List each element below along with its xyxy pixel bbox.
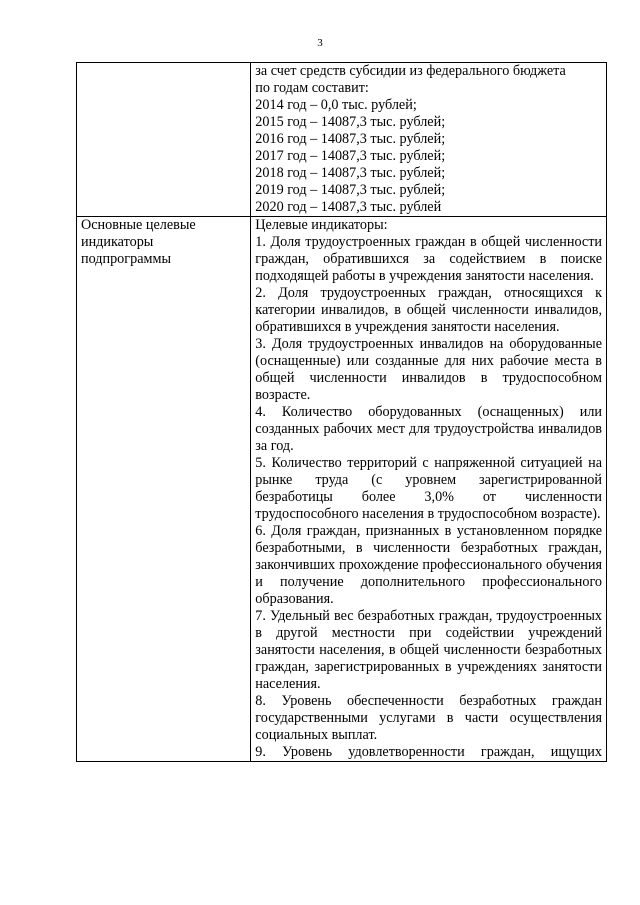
indicators-content-cell [251,217,607,762]
indicator-item: 8. Уровень обеспеченности безработных граждан государственными услугами в части осуществления социальных выплат. [255,693,602,743]
row-label-cell [77,217,251,762]
funding-year-line: 2015 год – 14087,3 тыс. рублей; [255,114,446,130]
indicator-item: 7. Удельный вес безработных граждан, трудоустроенных в другой местности при содействии учреждений занятости населения, в общей численности безработных граждан, зарегистрированных в учреждениях занятости населения. [255,608,602,692]
indicator-item: 2. Доля трудоустроенных граждан, относящихся к категории инвалидов, в общей численности инвалидов, обратившихся в учреждения занятости населения. [255,285,602,335]
page-number: 3 [317,37,323,49]
funding-line: за счет средств субсидии из федерального бюджета [255,63,566,79]
indicator-item: 1. Доля трудоустроенных граждан в общей численности граждан, обратившихся за содействием в поиске подходящей работы в учреждения занятости населения. [255,234,602,284]
funding-year-line: 2016 год – 14087,3 тыс. рублей; [255,131,446,147]
funding-year-line: 2019 год – 14087,3 тыс. рублей; [255,182,446,198]
indicator-item: 4. Количество оборудованных (оснащенных) или созданных рабочих мест для трудоустройства инвалидов за год. [255,404,602,454]
indicator-item: 6. Доля граждан, признанных в установленном порядке безработными, в численности безработных граждан, закончивших прохождение профессионального обучения и получение дополнительного профессионального образования. [255,523,602,607]
funding-year-line: 2017 год – 14087,3 тыс. рублей; [255,148,446,164]
funding-year-line: 2020 год – 14087,3 тыс. рублей [255,199,442,215]
funding-year-line: 2018 год – 14087,3 тыс. рублей; [255,165,446,181]
row-label-indicators: Основные целевые индикаторы подпрограммы [81,217,196,267]
indicators-heading: Целевые индикаторы: [255,217,388,233]
subprogram-passport-table [76,62,607,762]
table-row-indicators [77,217,607,762]
table-row-funding [77,63,607,217]
row-label-cell [77,63,251,217]
indicator-item: 9. Уровень удовлетворенности граждан, ищущих [255,744,602,760]
indicator-item: 3. Доля трудоустроенных инвалидов на оборудованные (оснащенные) или созданные для них рабочие места в общей численности инвалидов в трудоспособном возрасте. [255,336,602,403]
funding-year-line: 2014 год – 0,0 тыс. рублей; [255,97,417,113]
funding-content-cell [251,63,607,217]
funding-line: по годам составит: [255,80,369,96]
indicator-item: 5. Количество территорий с напряженной ситуацией на рынке труда (с уровнем зарегистрированной безработицы более 3,0% от численности трудоспособного населения в трудоспособном возрасте). [255,455,602,522]
